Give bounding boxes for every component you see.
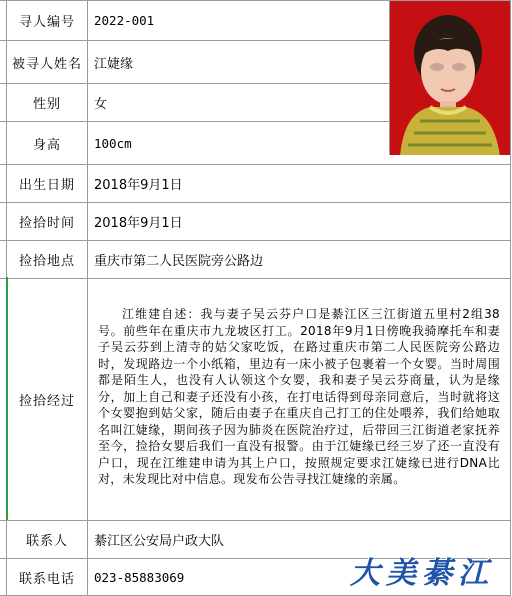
row-found-place	[0, 240, 510, 278]
phone-label: 联系电话	[6, 559, 88, 596]
name-label: 被寻人姓名	[6, 41, 88, 83]
row-story	[0, 278, 510, 520]
story-text	[88, 279, 510, 520]
row-birth-date	[0, 164, 510, 202]
height-value: 100cm	[94, 135, 132, 151]
gender-value: 女	[94, 97, 108, 112]
row-id	[0, 0, 389, 40]
row-name	[0, 40, 389, 83]
row-gender	[0, 83, 389, 121]
found-time-value: 2018年9月1日	[94, 216, 183, 231]
contact-value: 綦江区公安局户政大队	[94, 534, 225, 549]
child-photo	[389, 0, 510, 155]
found-time-label: 捡拾时间	[6, 203, 88, 240]
contact-label: 联系人	[6, 521, 88, 558]
row-height	[0, 121, 389, 164]
id-value: 2022-001	[94, 13, 155, 28]
story-label: 捡拾经过	[6, 279, 88, 520]
selection-accent	[6, 277, 8, 520]
birth-date-value: 2018年9月1日	[94, 178, 183, 193]
found-place-label: 捡拾地点	[6, 241, 88, 278]
birth-date-label: 出生日期	[6, 165, 88, 202]
id-label: 寻人编号	[6, 1, 88, 40]
child-portrait-image	[390, 1, 510, 155]
watermark-logo: 大美綦江	[350, 556, 494, 591]
found-place-value: 重庆市第二人民医院旁公路边	[94, 254, 264, 269]
phone-value: 023-85883069	[94, 570, 185, 585]
story-paragraph: 江维建自述：我与妻子吴云芬户口是綦江区三江街道五里村2组38号。前些年在重庆市九龙坡区打工。2018年9月1日傍晚我骑摩托车和妻子吴云芬到上清寺的姑父家吃饭，在路过重庆市第二人民医院旁公路边时，发现路边一个小纸箱，里边有一床小被子包裹着一个女婴。当时周围都是陌生人，也没有人认领这个女婴，我和妻子吴云芬商量，认为是缘分，加上自己和妻子还没有小孩，在打电话得到母亲同意后，当时就将这个女婴抱到姑父家，随后由妻子在重庆自己打工的住处喂养，我们给她取名叫江婕缘，期间孩子因为肺炎在医院治疗过，后带回三江街道老家抚养至今，捡拾女婴后我们一直没有报警。由于江婕缘已经三岁了还一直没有户口，现在江维建申请为其上户口，按照规定要求江婕缘已进行DNA比对，未发现比对中信息。现发布公告寻找江婕缘的亲属。	[98, 307, 500, 486]
gender-label: 性别	[6, 84, 88, 121]
row-found-time	[0, 202, 510, 240]
table-right-border	[510, 0, 511, 596]
height-label: 身高	[6, 122, 88, 164]
name-value: 江婕缘	[94, 56, 134, 72]
